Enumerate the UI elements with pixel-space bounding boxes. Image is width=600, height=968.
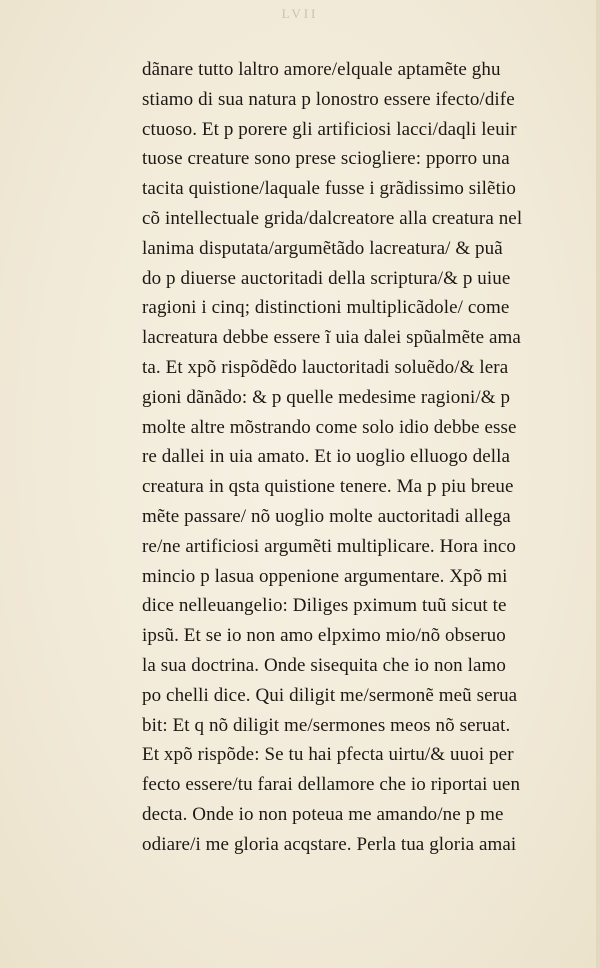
text-line: tuose creature sono prese sciogliere: pporro una bbox=[142, 148, 510, 170]
text-line: mẽte passare/ nõ uoglio molte auctoritadi allega bbox=[142, 505, 511, 527]
text-line: ragioni i cinq; distinctioni multiplicãdole/ come bbox=[142, 297, 510, 319]
text-line: Et xpõ rispõde: Se tu hai pfecta uirtu/& uuoi per bbox=[142, 744, 514, 766]
text-line: po chelli dice. Qui diligit me/sermonẽ meũ serua bbox=[142, 684, 518, 706]
page-edge bbox=[596, 0, 600, 968]
text-line: ctuoso. Et p porere gli artificiosi lacci/daqli leuir bbox=[142, 118, 517, 140]
text-line: mincio p lasua oppenione argumentare. Xpõ mi bbox=[142, 565, 508, 587]
text-line: ipsũ. Et se io non amo elpximo mio/nõ obseruo bbox=[142, 625, 506, 647]
text-line: fecto essere/tu farai dellamore che io riportai uen bbox=[142, 774, 521, 796]
folio-number: LVII bbox=[281, 6, 319, 21]
text-line: gioni dãnãdo: & p quelle medesime ragioni/& p bbox=[142, 386, 511, 408]
text-line: molte altre mõstrando come solo idio debbe esse bbox=[142, 416, 517, 438]
text-line: creatura in qsta quistione tenere. Ma p piu breue bbox=[142, 476, 514, 498]
text-line: stiamo di sua natura p lonostro essere ifecto/dife bbox=[142, 88, 515, 110]
text-block bbox=[142, 55, 572, 860]
text-line: lanima disputata/argumẽtãdo lacreatura/ & puã bbox=[142, 237, 503, 259]
text-line: re dallei in uia amato. Et io uoglio elluogo della bbox=[142, 446, 511, 468]
text-line: decta. Onde io non poteua me amando/ne p me bbox=[142, 803, 504, 825]
text-line: la sua doctrina. Onde sisequita che io non lamo bbox=[142, 654, 507, 676]
text-line: cõ intellectuale grida/dalcreatore alla creatura nel bbox=[142, 207, 523, 229]
text-line: odiare/i me gloria acqstare. Perla tua gloria amai bbox=[142, 833, 517, 855]
text-line: lacreatura debbe essere ĩ uia dalei spũalmẽte ama bbox=[142, 327, 521, 349]
text-line: bit: Et q nõ diligit me/sermones meos nõ seruat. bbox=[142, 714, 511, 736]
text-line: dãnare tutto laltro amore/elquale aptamẽte ghu bbox=[142, 59, 501, 80]
text-line: ta. Et xpõ rispõdẽdo lauctoritadi soluẽdo/& lera bbox=[142, 356, 509, 378]
text-line: dice nelleuangelio: Diliges pximum tuũ sicut te bbox=[142, 595, 507, 617]
text-line: re/ne artificiosi argumẽti multiplicare. Hora inco bbox=[142, 535, 516, 557]
text-line: do p diuerse auctoritadi della scriptura/& p uiue bbox=[142, 267, 511, 289]
text-line: tacita quistione/laquale fusse i grãdissimo silẽtio bbox=[142, 178, 516, 200]
